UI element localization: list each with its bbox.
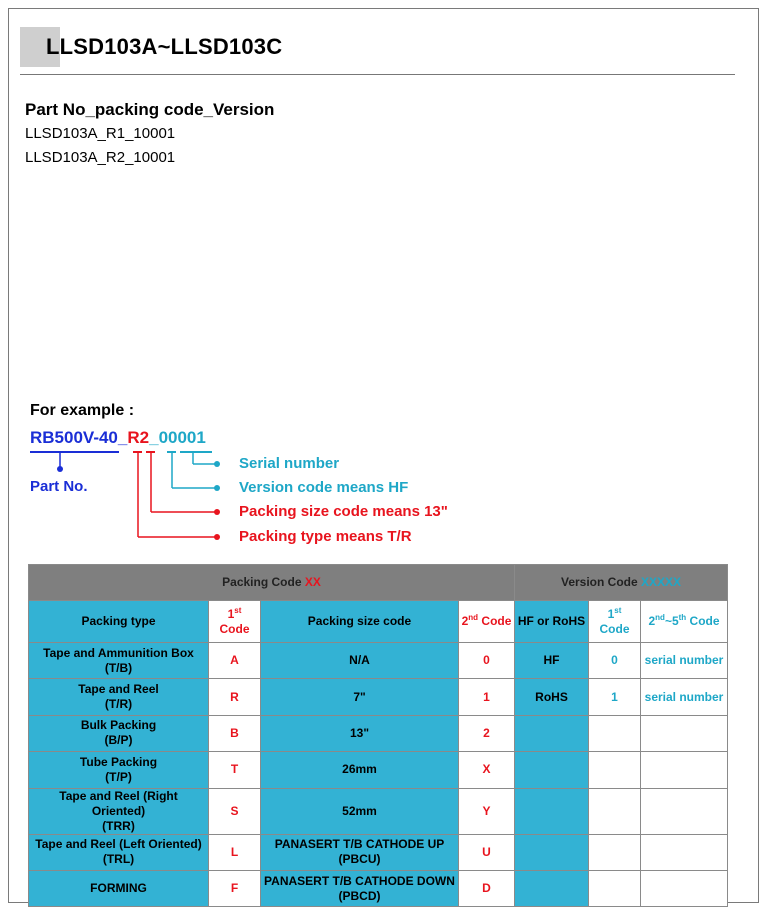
- cell-packing-size: 52mm: [261, 788, 459, 834]
- cell-packing-size: 7": [261, 679, 459, 715]
- cell-packing-type: Tape and Ammunition Box (T/B): [29, 643, 209, 679]
- label-version-code: Version code means HF: [239, 479, 409, 496]
- cell-first-code: S: [209, 788, 261, 834]
- cell-second-code: 0: [459, 643, 515, 679]
- label-serial-number: Serial number: [239, 455, 340, 472]
- cell-packing-size: 13": [261, 715, 459, 751]
- cell-version-rest: [641, 752, 728, 788]
- cell-version-first: [589, 788, 641, 834]
- cell-hf-rohs: [515, 715, 589, 751]
- cell-version-rest: serial number: [641, 679, 728, 715]
- cell-packing-size: PANASERT T/B CATHODE UP (PBCU): [261, 834, 459, 870]
- cell-packing-type: Tape and Reel (Right Oriented) (TRR): [29, 788, 209, 834]
- section-title: Part No_packing code_Version: [25, 100, 275, 119]
- cell-hf-rohs: [515, 752, 589, 788]
- cell-hf-rohs: [515, 834, 589, 870]
- col-version-rest-code: 2nd~5th Code: [641, 601, 728, 643]
- example-version-segment: 00001: [158, 428, 206, 447]
- part-number-1: LLSD103A_R1_10001: [25, 125, 176, 142]
- cell-packing-type: Tube Packing (T/P): [29, 752, 209, 788]
- part-number-2: LLSD103A_R2_10001: [25, 149, 176, 166]
- cell-version-first: [589, 715, 641, 751]
- cell-version-first: [589, 752, 641, 788]
- col-hf-rohs: HF or RoHS: [515, 601, 589, 643]
- cell-first-code: A: [209, 643, 261, 679]
- cell-packing-size: 26mm: [261, 752, 459, 788]
- table-row: [29, 788, 728, 834]
- col-packing-size-code: Packing size code: [261, 601, 459, 643]
- cell-packing-type: Bulk Packing (B/P): [29, 715, 209, 751]
- cell-version-first: [589, 834, 641, 870]
- col-first-code: 1st Code: [209, 601, 261, 643]
- page-title: LLSD103A~LLSD103C: [46, 34, 283, 59]
- cell-first-code: T: [209, 752, 261, 788]
- cell-version-first: 1: [589, 679, 641, 715]
- cell-second-code: 1: [459, 679, 515, 715]
- cell-version-rest: [641, 715, 728, 751]
- cell-version-rest: [641, 834, 728, 870]
- cell-hf-rohs: [515, 870, 589, 906]
- cell-first-code: B: [209, 715, 261, 751]
- table-row: [29, 870, 728, 906]
- table-row: [29, 679, 728, 715]
- cell-second-code: Y: [459, 788, 515, 834]
- cell-hf-rohs: RoHS: [515, 679, 589, 715]
- cell-first-code: F: [209, 870, 261, 906]
- version-code-header: Version Code XXXXX: [515, 565, 728, 601]
- cell-packing-size: PANASERT T/B CATHODE DOWN (PBCD): [261, 870, 459, 906]
- example-heading: For example :: [30, 402, 135, 419]
- example-packing-segment: R2: [127, 428, 150, 447]
- cell-version-rest: [641, 788, 728, 834]
- table-row: [29, 752, 728, 788]
- cell-hf-rohs: HF: [515, 643, 589, 679]
- cell-second-code: U: [459, 834, 515, 870]
- cell-version-rest: serial number: [641, 643, 728, 679]
- table-row: [29, 643, 728, 679]
- example-part-segment: RB500V-40: [30, 428, 118, 447]
- col-packing-type: Packing type: [29, 601, 209, 643]
- col-version-first-code: 1st Code: [589, 601, 641, 643]
- cell-first-code: R: [209, 679, 261, 715]
- cell-packing-type: Tape and Reel (Left Oriented) (TRL): [29, 834, 209, 870]
- col-second-code: 2nd Code: [459, 601, 515, 643]
- table-row: [29, 834, 728, 870]
- cell-packing-type: FORMING: [29, 870, 209, 906]
- cell-packing-size: N/A: [261, 643, 459, 679]
- example-sep-1: _: [117, 428, 128, 447]
- cell-first-code: L: [209, 834, 261, 870]
- cell-packing-type: Tape and Reel (T/R): [29, 679, 209, 715]
- cell-hf-rohs: [515, 788, 589, 834]
- cell-version-rest: [641, 870, 728, 906]
- packing-code-header: Packing Code XX: [29, 565, 515, 601]
- packing-code-table: [28, 564, 728, 907]
- table-row: [29, 715, 728, 751]
- label-packing-type: Packing type means T/R: [239, 528, 412, 545]
- cell-second-code: 2: [459, 715, 515, 751]
- label-part-no: Part No.: [30, 478, 88, 495]
- cell-second-code: X: [459, 752, 515, 788]
- cell-version-first: 0: [589, 643, 641, 679]
- cell-version-first: [589, 870, 641, 906]
- example-sep-2: _: [149, 428, 159, 447]
- cell-second-code: D: [459, 870, 515, 906]
- label-packing-size: Packing size code means 13": [239, 503, 448, 520]
